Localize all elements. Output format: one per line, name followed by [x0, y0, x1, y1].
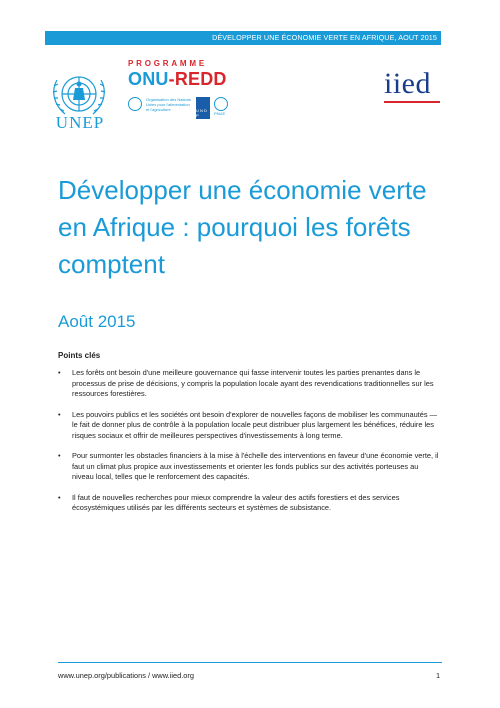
unep-mini-label: PNUE: [214, 111, 226, 116]
list-item-text: Les pouvoirs publics et les sociétés ont besoin d'explorer de nouvelles façons de mobiliser les communautés — le fait de donner plus de contrôle à la population locale peut distribuer plus largement les bénéfices, réduire les risques sociaux et offrir de meilleures perspectives d'investissements à long terme.: [72, 409, 437, 440]
document-date: Août 2015: [58, 312, 136, 331]
bullet-icon: •: [58, 492, 61, 502]
running-header: DÉVELOPPER UNE ÉCONOMIE VERTE EN AFRIQUE, AOUT 2015: [45, 31, 441, 45]
fao-caption: Organisation des Nations Unies pour l'alimentation et l'agriculture: [146, 97, 191, 112]
unep-logo-text: UNEP: [55, 113, 105, 132]
fao-icon: [128, 97, 142, 111]
list-item: [58, 493, 442, 514]
iied-logo-underline: [384, 101, 440, 103]
document-title: Développer une économie verte en Afrique : pourquoi les forêts comptent: [58, 175, 427, 279]
iied-logo: iied: [384, 67, 431, 100]
onu-redd-title: [128, 69, 227, 90]
unep-mini-icon: [214, 97, 228, 111]
list-item-text: Les forêts ont besoin d'une meilleure gouvernance qui fasse intervenir toutes les parties prenantes dans le processus de prise de décisions, y compris la population locale ayant des revendications traditionnelles sur les ressources forestières.: [72, 368, 434, 398]
onu-redd-logo: [128, 59, 258, 129]
key-points-section: [58, 351, 442, 524]
list-item: [58, 451, 442, 483]
partner-logos: [128, 97, 228, 119]
footer-links[interactable]: www.unep.org/publications / www.iied.org: [58, 671, 194, 680]
list-item-text: Il faut de nouvelles recherches pour mieux comprendre la valeur des actifs forestiers et des services écosystémiques utilisés par les différents secteurs et systèmes de subsistance.: [72, 492, 400, 512]
page-number: 1: [436, 671, 441, 680]
bullet-icon: •: [58, 451, 61, 460]
redd-text: REDD: [174, 69, 227, 89]
onu-redd-programme-label: PROGRAMME: [128, 59, 207, 68]
list-item: [58, 368, 442, 400]
list-item: [58, 410, 442, 442]
bullet-icon: •: [58, 409, 61, 419]
key-points-list: [58, 368, 442, 514]
onu-text: ONU: [128, 69, 169, 89]
onu-redd-dash: -: [168, 69, 175, 89]
key-points-heading: Points clés: [58, 351, 101, 360]
undp-logo: U N D P: [196, 97, 210, 119]
list-item-text: Pour surmonter les obstacles financiers à la mise à l'échelle des interventions en faveur d'une économie verte, il faut un climat plus propice aux investissements et orienter les fonds publics sur des activités porteuses au niveau local, telles que le renforcement des capacités.: [72, 451, 439, 481]
footer-divider: [58, 662, 442, 663]
bullet-icon: •: [58, 368, 61, 377]
